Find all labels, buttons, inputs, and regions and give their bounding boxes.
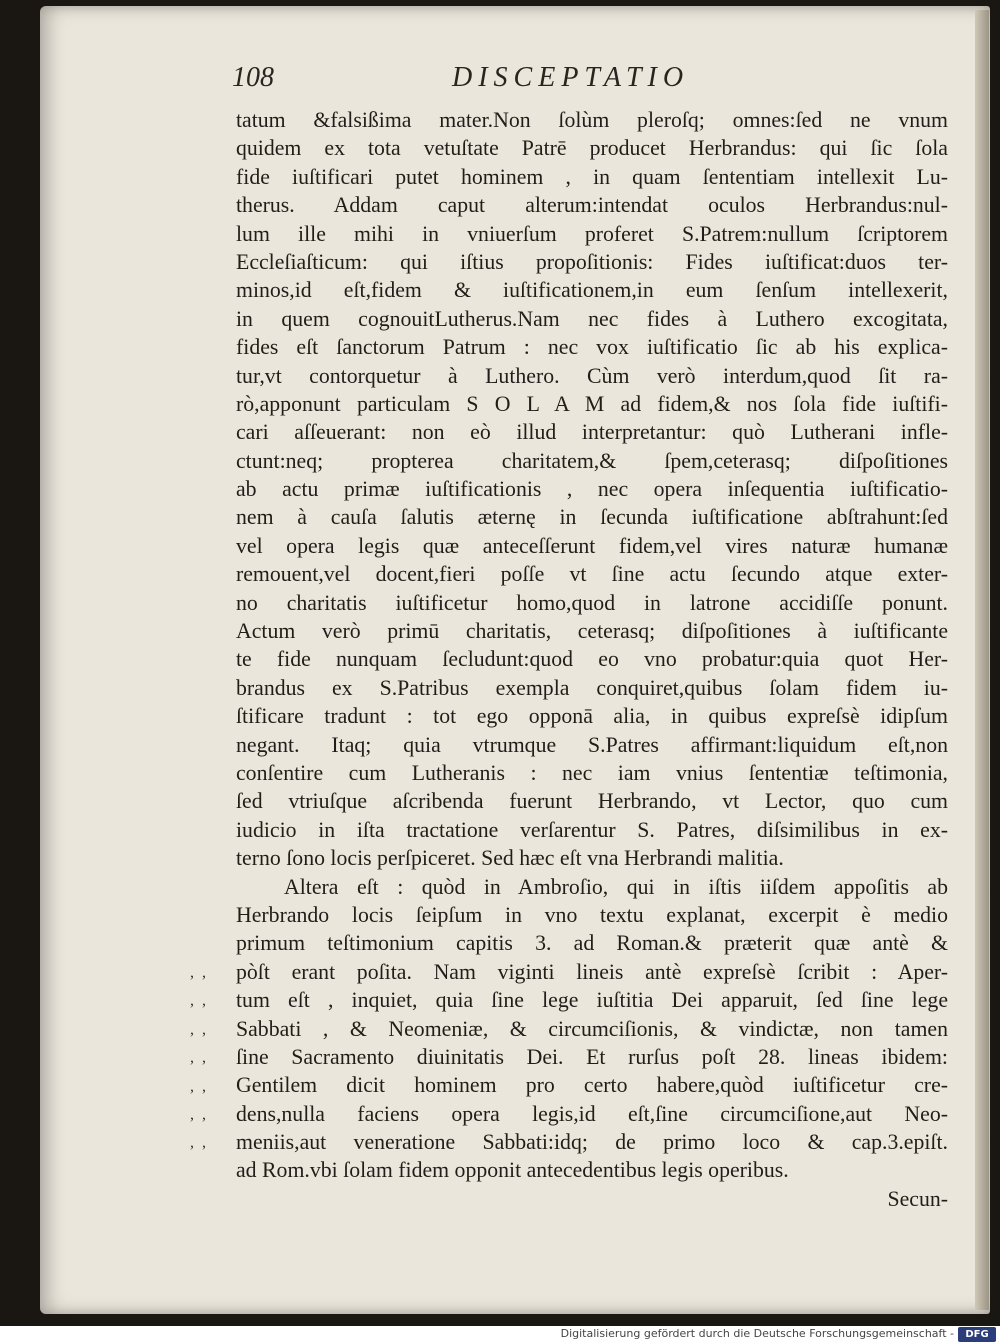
text-line: no charitatis iuſtificetur homo,quod in latrone accidiſſe ponunt. [236, 590, 948, 615]
text-line: remouent,vel docent,fieri poſſe vt ſine actu ſecundo atque exter- [236, 562, 948, 587]
text-line: nem à cauſa ſalutis æternę in ſecunda iuſtificatione abſtrahunt:ſed [236, 505, 948, 530]
text-line: ſine Sacramento diuinitatis Dei. Et rurſus poſt 28. lineas ibidem: [236, 1044, 948, 1069]
text-line: Actum verò primū charitatis, ceterasq; diſpoſitiones à iuſtificante [236, 619, 948, 644]
text-line: brandus ex S.Patribus exempla conquiret,quibus ſolam fidem iu- [236, 675, 948, 700]
page-edge [975, 10, 989, 1310]
text-line: pòſt erant poſita. Nam viginti lineis antè expreſsè ſcribit : Aper- [236, 959, 948, 984]
quote-mark: , , [190, 1134, 208, 1152]
text-line: therus. Addam caput alterum:intendat oculos Herbrandus:nul- [236, 193, 948, 218]
text-line: fides eſt ſanctorum Patrum : nec vox iuſtificatio ſic ab his explica- [236, 335, 948, 360]
text-line: ſtificare tradunt : tot ego opponā alia, in quibus expreſsè idipſum [236, 704, 948, 729]
text-line: fide iuſtificari putet hominem , in quam ſententiam intellexit Lu- [236, 164, 948, 189]
quote-mark: , , [190, 1049, 208, 1067]
text-line: meniis,aut veneratione Sabbati:idq; de primo loco & cap.3.epiſt. [236, 1130, 948, 1155]
running-head [232, 62, 952, 102]
running-title: DISCEPTATIO [452, 62, 690, 93]
quote-mark: , , [190, 1106, 208, 1123]
text-line: Altera eſt : quòd in Ambroſio, qui in iſtis iiſdem appoſitis ab [284, 874, 948, 899]
text-line: Gentilem dicit hominem pro certo habere,quòd iuſtificetur cre- [236, 1073, 948, 1098]
text-line: cari aſſeuerant: non eò illud interpretantur: quò Lutherani infle- [236, 420, 948, 445]
dfg-logo: DFG [958, 1327, 996, 1342]
body-text [236, 106, 948, 1213]
text-line: Eccleſiaſticum: qui iſtius propoſitionis: Fides iuſtificat:duos ter- [236, 249, 948, 274]
text-line: Secun- [887, 1186, 948, 1211]
text-line: ſed vtriuſque aſcribenda fuerunt Herbrando, vt Lector, quo cum [236, 789, 948, 814]
text-line: tum eſt , inquiet, quia ſine lege iuſtitia Dei apparuit, ſed ſine lege [236, 988, 948, 1013]
page-number: 108 [232, 62, 274, 93]
text-line: primum teſtimonium capitis 3. ad Roman.& præterit quæ antè & [236, 931, 948, 956]
text-line: conſentire cum Lutheranis : nec iam vnius ſententiæ teſtimonia, [236, 760, 948, 785]
quote-mark: , , [190, 1020, 208, 1038]
text-line: Sabbati , & Neomeniæ, & circumciſionis, & vindictæ, non tamen [236, 1016, 948, 1041]
text-line: rò,apponunt particulam S O L A M ad fidem,& nos ſola fide iuſtifi- [236, 391, 948, 416]
quote-mark: , , [190, 964, 208, 981]
text-line: quidem ex tota vetuſtate Patrē producet Herbrandus: qui ſic ſola [236, 136, 948, 161]
text-line: negant. Itaq; quia vtrumque S.Patres affirmant:liquidum eſt,non [236, 732, 948, 757]
text-line: iudicio in iſta tractatione verſarentur S. Patres, diſsimilibus in ex- [236, 817, 948, 842]
text-line: ad Rom.vbi ſolam fidem opponit antecedentibus legis operibus. [236, 1158, 789, 1183]
text-line: vel opera legis quæ anteceſſerunt fidem,vel vires naturæ humanæ [236, 533, 948, 558]
text-line: dens,nulla faciens opera legis,id eſt,ſine circumciſione,aut Neo- [236, 1101, 948, 1126]
text-line: tur,vt contorquetur à Luthero. Cùm verò interdum,quod ſit ra- [236, 363, 948, 388]
footer-credit: Digitalisierung gefördert durch die Deutsche Forschungsgemeinschaft - [560, 1327, 954, 1340]
footer [0, 1326, 1000, 1343]
text-line: terno ſono locis perſpiceret. Sed hæc eſt vna Herbrandi malitia. [236, 846, 784, 871]
quote-mark: , , [190, 992, 208, 1010]
text-line: Herbrando locis ſeipſum in vno textu explanat, excerpit è medio [236, 902, 948, 927]
text-line: minos,id eſt,fidem & iuſtificationem,in eum ſenſum intellexerit, [236, 278, 948, 303]
text-line: te fide nunquam ſecludunt:quod eo vno probatur:quia quot Her- [236, 647, 948, 672]
text-line: ab actu primæ iuſtificationis , nec opera inſequentia iuſtificatio- [236, 477, 948, 502]
text-line: ctunt:neq; propterea charitatem,& ſpem,ceterasq; diſpoſitiones [236, 448, 948, 473]
text-line: lum ille mihi in vniuerſum proferet S.Patrem:nullum ſcriptorem [236, 221, 948, 246]
text-line: tatum &falsißima mater.Non ſolùm pleroſq; omnes:ſed ne vnum [236, 108, 948, 132]
quote-mark: , , [190, 1077, 208, 1095]
text-line: in quem cognouitLutherus.Nam nec fides à Luthero excogitata, [236, 306, 948, 331]
